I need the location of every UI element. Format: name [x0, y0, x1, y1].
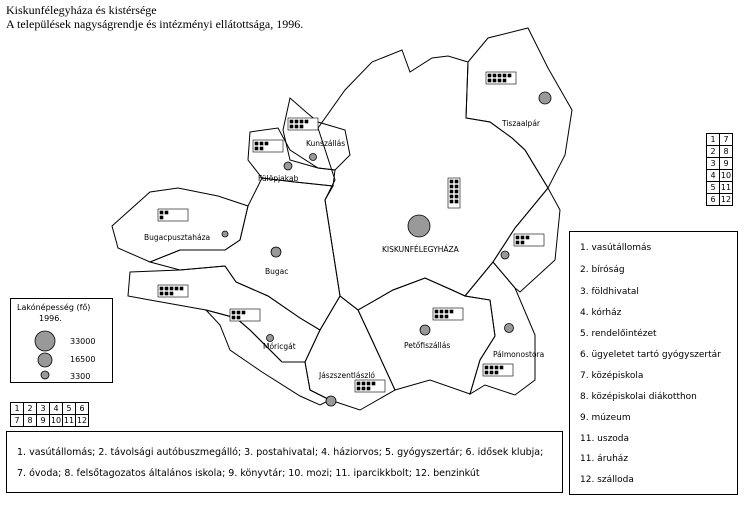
population-legend-value-1: 33000	[70, 337, 96, 346]
label-jaszszentlaszlo: Jászszentlászló	[319, 371, 376, 380]
region-west-edge	[206, 310, 330, 405]
label-bugacpusztahaza: Bugacpusztaháza	[144, 233, 211, 242]
label-bugac: Bugac	[265, 267, 289, 276]
amenities-legend-line-1: 1. vasútállomás; 2. távolsági autóbuszmegálló; 3. postahivatal; 4. háziorvos; 5. gyógyszertár; 6. idősek klubja;	[17, 447, 544, 458]
pop-circle-kiskunfelegyhaza	[408, 215, 430, 237]
services-legend-item: 11. áruház	[580, 454, 629, 464]
legend-circle-small	[41, 371, 49, 379]
services-legend-item: 1. vasútállomás	[580, 243, 652, 253]
service-grid-bugac	[158, 285, 188, 297]
grid-key-cell: 7	[720, 134, 733, 146]
grid-key-cell: 8	[24, 415, 37, 427]
label-kunszallas: Kunszállás	[306, 139, 346, 148]
pop-circle-moricgat	[267, 335, 274, 342]
services-legend-item: 12. szálloda	[580, 475, 634, 485]
services-legend-item: 4. kórház	[580, 308, 622, 318]
services-legend-item: 8. középiskolai diákotthon	[580, 392, 697, 402]
services-legend-item: 2. bíróság	[580, 265, 625, 275]
grid-key-cell: 5	[707, 182, 720, 194]
grid-key-cell: 8	[720, 146, 733, 158]
services-legend-item: 7. középiskola	[580, 371, 644, 381]
pop-circle-gater	[501, 251, 509, 259]
grid-key-cell: 3	[37, 403, 50, 415]
service-grid-kiskunfelegyhaza	[448, 178, 460, 208]
grid-key-cell: 2	[24, 403, 37, 415]
grid-key-cell: 6	[76, 403, 89, 415]
service-grid-fulopjakab	[253, 140, 283, 152]
amenities-legend	[6, 431, 563, 493]
title-line-2: A települések nagyságrendje és intézményi ellátottsága, 1996.	[6, 17, 304, 31]
region-kunszallas	[283, 98, 350, 170]
population-legend-title: Lakónépesség (fő)	[17, 303, 91, 312]
grid-key-cell: 10	[720, 171, 732, 180]
grid-key-cell: 9	[720, 158, 733, 170]
legend-circle-large	[35, 331, 55, 351]
grid-key-cell: 6	[707, 194, 720, 206]
service-grids	[158, 72, 544, 392]
pop-circle-petofiszallas	[420, 325, 430, 335]
services-legend-item: 6. ügyeletet tartó gyógyszertár	[580, 350, 721, 360]
population-legend-value-3: 3300	[70, 372, 91, 381]
services-legend-item: 5. rendelőintézet	[580, 329, 657, 339]
grid-key-vertical	[706, 133, 733, 206]
label-tiszaalpar: Tiszaalpár	[502, 119, 540, 128]
services-legend	[569, 231, 738, 495]
services-legend-item: 9. múzeum	[580, 413, 631, 423]
label-moricgat: Móricgát	[263, 342, 296, 351]
label-petofiszallas: Petőfiszállás	[404, 341, 451, 350]
services-legend-item: 3. földhivatal	[580, 287, 639, 297]
service-grid-palmonostora	[483, 364, 513, 376]
region-kiskunfelegyhaza	[318, 50, 548, 310]
grid-key-cell: 2	[707, 146, 720, 158]
population-legend-year: 1996.	[39, 314, 62, 323]
grid-key-cell: 4	[50, 403, 63, 415]
grid-key-cell: 12	[720, 195, 732, 204]
grid-key-cell: 9	[37, 415, 50, 427]
pop-circle-kunszallas	[310, 154, 317, 161]
pop-circle-bugacpusztahaza	[222, 231, 228, 237]
label-palmonostora: Pálmonostora	[493, 350, 545, 359]
service-grid-tiszaalpar	[486, 72, 516, 84]
grid-key-horizontal	[10, 402, 89, 427]
grid-key-cell: 11	[720, 183, 732, 192]
region-jaszszentlaszlo	[305, 296, 395, 410]
pop-circle-fulopjakab	[284, 162, 292, 170]
service-grid-jaszszentlaszlo	[355, 380, 385, 392]
service-grid-gater	[514, 234, 544, 246]
grid-key-cell: 1	[707, 134, 720, 146]
pop-circle-bugac	[271, 247, 281, 257]
legend-circle-medium	[38, 353, 52, 367]
grid-key-cell: 11	[63, 416, 75, 425]
pop-circle-palmonostora	[505, 324, 514, 333]
service-grid-kunszallas	[288, 118, 318, 130]
pop-circle-jaszszentlaszlo	[326, 396, 336, 406]
population-legend-value-2: 16500	[70, 355, 96, 364]
region-petofiszallas	[358, 278, 495, 394]
grid-key-cell: 3	[707, 158, 720, 170]
service-grid-moricgat	[230, 309, 260, 321]
population-legend-circles	[11, 299, 114, 384]
service-grid-bugacpusztahaza	[158, 209, 188, 221]
grid-key-cell: 12	[76, 416, 88, 425]
title-line-1: Kiskunfélegyháza és kistérsége	[6, 3, 157, 17]
grid-key-cell: 7	[11, 415, 24, 427]
region-bugac	[150, 178, 340, 330]
grid-key-cell: 4	[707, 170, 720, 182]
pop-circle-tiszaalpar	[539, 92, 551, 104]
label-kiskunfelegyhaza: KISKUNFÉLEGYHÁZA	[382, 245, 459, 254]
region-tiszaalpar	[466, 28, 572, 188]
label-fulopjakab: Fülöpjakab	[258, 174, 299, 183]
grid-key-cell: 5	[63, 403, 76, 415]
grid-key-cell: 10	[50, 416, 62, 425]
amenities-legend-line-2: 7. óvoda; 8. felsőtagozatos általános iskola; 9. könyvtár; 10. mozi; 11. iparcikkbolt; 12. benzinkút	[17, 468, 480, 479]
service-grid-petofiszallas	[433, 308, 463, 320]
grid-key-cell: 1	[11, 403, 24, 415]
population-legend	[10, 298, 113, 383]
services-legend-item: 11. uszoda	[580, 434, 630, 444]
region-bugacpusztahaza	[112, 188, 248, 262]
